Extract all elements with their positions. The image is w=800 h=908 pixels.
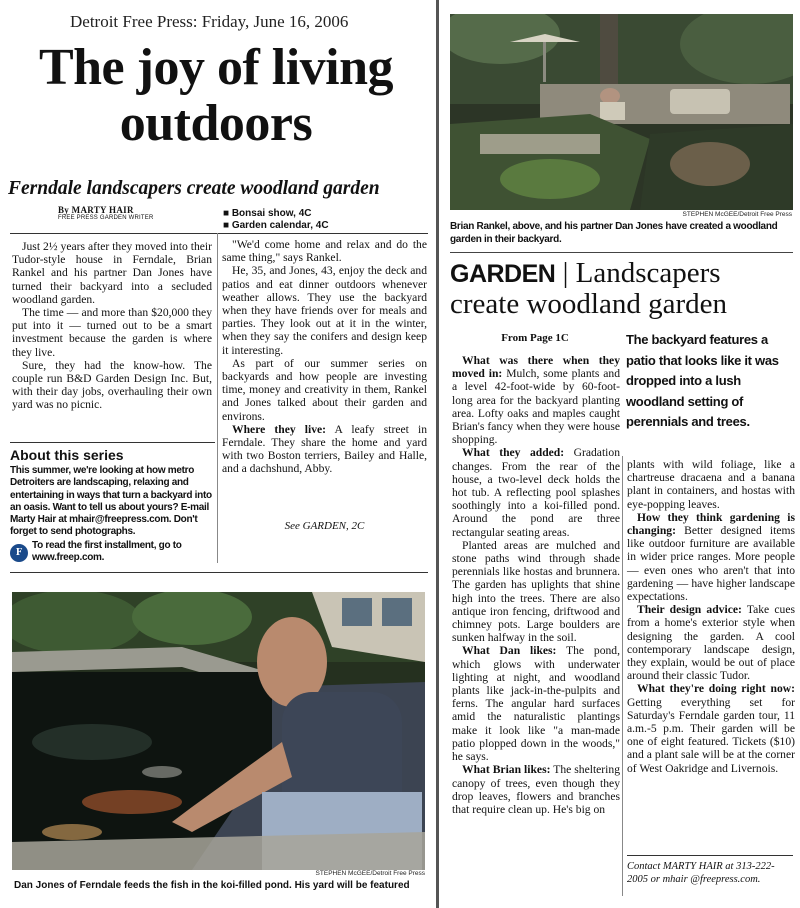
paragraph-text: The pond, which glows with underwater lighting at night, and woodland plants like jack-in-the-pulpits and ferns. The angular hard surfaces amid the naturalistic plantings make it look like "a man-made patio plopped down in the woods," he says. [452, 644, 620, 764]
paragraph [452, 539, 620, 645]
byline [58, 205, 218, 221]
paragraph-lead: What Brian likes: [462, 763, 551, 777]
masthead: Detroit Free Press: Friday, June 16, 2006 [70, 12, 349, 31]
article-col-4 [627, 458, 795, 775]
koi-pond-photo [12, 592, 425, 870]
series-box [10, 442, 215, 564]
headline [6, 40, 426, 152]
paragraph-text: The sheltering canopy of trees, even though they drop leaves, flowers and branches that require clean up. He's big on [452, 763, 620, 816]
paragraph [452, 644, 620, 763]
backyard-photo [450, 14, 793, 210]
paragraph-lead: What they added: [462, 446, 565, 460]
refer-label: Bonsai show, 4C [231, 208, 312, 219]
rule [450, 252, 793, 253]
series-title: About this series [10, 447, 124, 463]
paragraph: Sure, they had the know-how. The couple run B&D Garden Design Inc. But, with their day jobs, overhauling their own yard was no picnic. [12, 358, 212, 412]
paragraph-text: Planted areas are mulched and stone paths wind through shade perennials like hostas and brunnera. The garden has uplights that shine high into the trees. There are also antique iron fencing, driftwood and chimney pots. Large boulders are sunken halfway in the soil. [452, 538, 620, 645]
paragraph-lead: What was there when they moved in: [452, 354, 620, 381]
paragraph-lead: Where they live: [232, 422, 327, 436]
refer-item[interactable]: ■ Bonsai show, 4C [223, 208, 312, 219]
paragraph-text: Take cues from a home's exterior style when designing the garden. A cool contemporary landscape design, they explain, would be out of place around their classic Tudor. [627, 603, 795, 683]
paragraph [452, 354, 620, 446]
byline-name: By MARTY HAIR [58, 205, 134, 215]
refers-box [223, 208, 423, 232]
paragraph-text: Mulch, some plants and a level 42-foot-wide by 60-foot-long area for the backyard planting area. Lofty oaks and maples caught Brian's fancy when they were house shopping. [452, 367, 621, 447]
article-col-1 [12, 240, 212, 412]
paragraph [452, 763, 620, 816]
paragraph [627, 511, 795, 603]
paragraph: Just 2½ years after they moved into their Tudor-style house in Ferndale, Brian Rankel and his partner Dan Jones have turned their backyard into a secluded woodland garden. [12, 240, 212, 306]
refer-item[interactable]: ■ Garden calendar, 4C [223, 220, 329, 231]
headline-line-1: Landscapers [575, 257, 721, 289]
jump-headline [450, 258, 795, 319]
paragraph-lead: How they think gardening is changing: [627, 510, 795, 538]
paragraph-text: Better designed items like outdoor furniture are available in wider price ranges. More people — even ones who aren't that into gardening — have higher landscape expectations. [627, 524, 795, 604]
paragraph-lead: Their design advice: [637, 603, 742, 617]
paragraph-text: Getting everything set for Saturday's Ferndale garden tour, 11 a.m.-5 p.m. Their garden will be one of eight featured. Tickets ($10) and a plant sale will be at the corner of West Oakridge and Livernois. [627, 695, 795, 775]
headline-line-2: create woodland garden [450, 288, 727, 320]
jump-line[interactable] [222, 520, 427, 532]
jump-label: See GARDEN, 2C [284, 520, 365, 532]
photo-credit: STEPHEN McGEE/Detroit Free Press [682, 211, 792, 218]
contact-line: Contact MARTY HAIR at 313-222-2005 or mhair @freepress.com. [627, 861, 775, 885]
koi-pond-image [12, 592, 425, 870]
article-col-3 [452, 354, 620, 816]
headline-line-2: outdoors [119, 95, 313, 152]
rule [627, 855, 793, 856]
series-link[interactable]: To read the first installment, go to www.freep.com. [32, 539, 182, 564]
photo-credit: STEPHEN McGEE/Detroit Free Press [315, 870, 425, 877]
rule [10, 233, 428, 234]
article-col-2 [222, 238, 427, 476]
refer-label: Garden calendar, 4C [231, 220, 329, 231]
paragraph [627, 603, 795, 682]
paragraph [452, 446, 620, 538]
paragraph-text: Gradation changes. From the rear of the house, a two-level deck holds the hot tub. A reflecting pool splashes soothingly into a koi-filled pond. Around the pond are three rectangular seating areas. [452, 446, 620, 539]
section-label: GARDEN [450, 260, 556, 288]
paragraph: "We'd come home and relax and do the same thing," says Rankel. [222, 238, 427, 265]
paragraph-text: A leafy street in Ferndale. They share the home and yard with two Boston terriers, Bailey and Halle, and a dachshund, Abby. [222, 422, 427, 476]
paragraph-lead: What Dan likes: [462, 644, 557, 658]
headline-line-1: The joy of living [38, 39, 394, 96]
headline-separator: | [562, 257, 576, 289]
from-page: From Page 1C [501, 332, 569, 344]
photo-caption: Dan Jones of Ferndale feeds the fish in the koi-filled pond. His yard will be featured [14, 880, 410, 891]
page-divider [436, 0, 439, 908]
backyard-image [450, 14, 793, 210]
column-divider [217, 233, 218, 563]
photo-caption: Brian Rankel, above, and his partner Dan Jones have created a woodland garden in their backyard. [450, 221, 778, 245]
paragraph [627, 458, 795, 511]
paragraph-text: plants with wild foliage, like a chartreuse dracaena and a banana plant in containers, and hostas with eye-popping leaves. [627, 458, 795, 511]
pull-quote: The backyard features a patio that looks like it was dropped into a lush woodland setting of perennials and trees. [626, 332, 779, 429]
subhead: Ferndale landscapers create woodland garden [8, 178, 380, 199]
byline-role: FREE PRESS GARDEN WRITER [58, 215, 154, 221]
column-divider [622, 456, 623, 896]
paragraph [222, 423, 427, 476]
rule [10, 572, 428, 573]
series-text: This summer, we're looking at how metro Detroiters are landscaping, relaxing and entertaining in ways that turn a backyard into an oasis. Want to tell us about yours? E-mail Marty Hair at mhair@freepress.com. Don't forget to send photographs. [10, 465, 212, 538]
paragraph: The time — and more than $20,000 they put into it — turned out to be a smart investment because the garden is where they live. [12, 306, 212, 359]
paragraph: He, 35, and Jones, 43, enjoy the deck and patios and eat dinner outdoors whenever weather allows. They use the backyard when they have friends over for meals and parties. They look out at it in the winter, when they say the conifers and design keep it interesting. [222, 264, 427, 357]
paragraph-lead: What they're doing right now: [637, 682, 795, 696]
paragraph: As part of our summer series on backyards and how people are investing time, money and creativity in them, Rankel and Jones talked about their garden and environs. [222, 356, 427, 423]
freep-logo-icon: F [10, 544, 28, 562]
paragraph [627, 682, 795, 774]
